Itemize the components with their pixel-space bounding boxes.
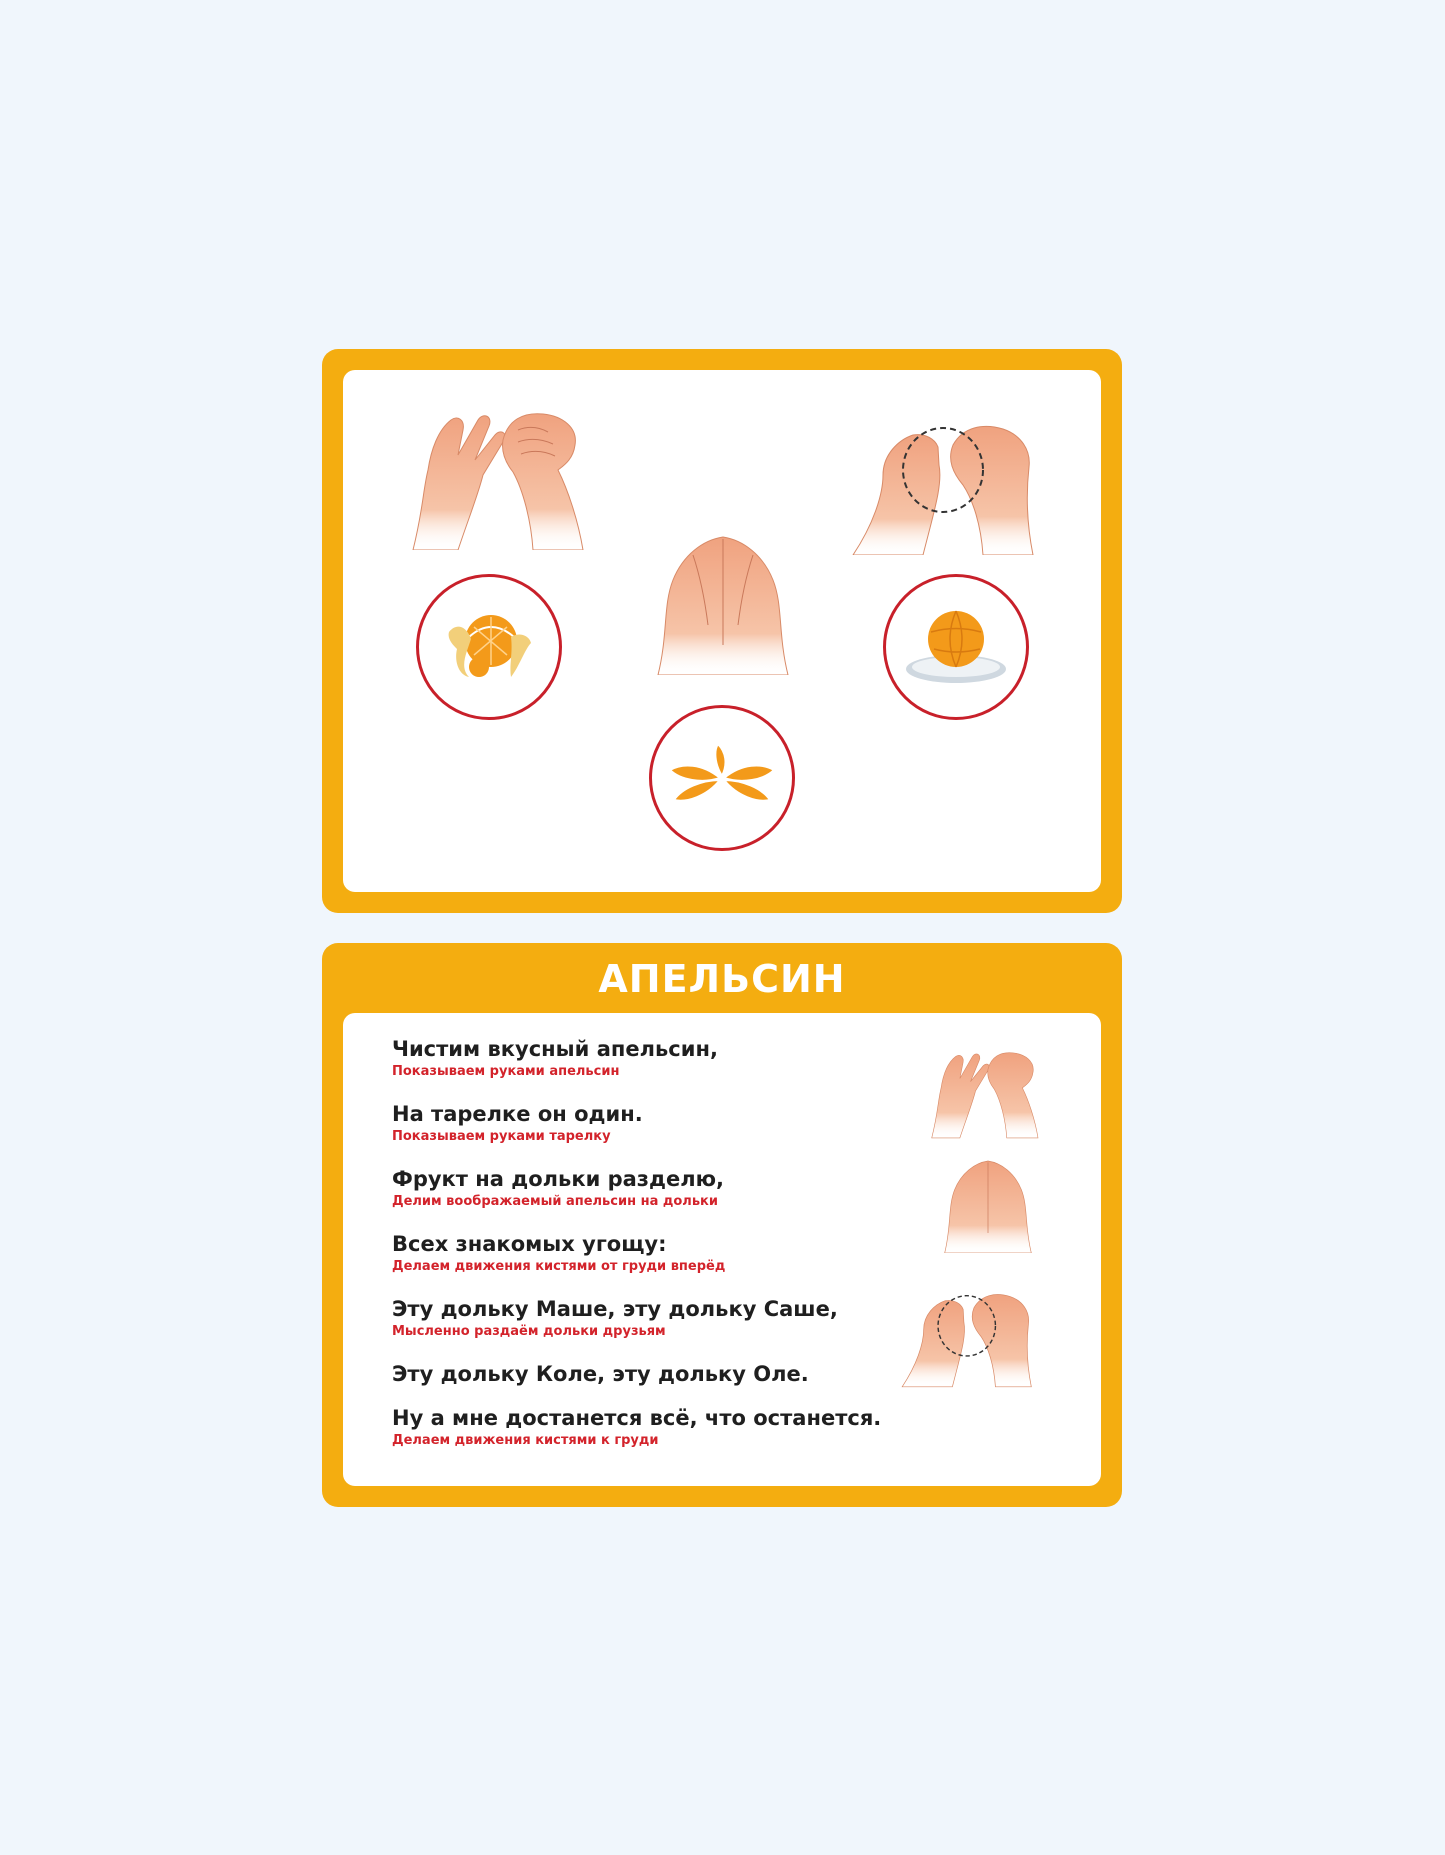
hands-open-icon (913, 1041, 1063, 1141)
hands-open-icon (383, 400, 623, 550)
rhyme-action: Делим воображаемый апельсин на дольки (392, 1194, 718, 1209)
hands-cupped-icon (928, 1153, 1048, 1253)
hands-circle-icon (895, 1278, 1060, 1388)
rhyme-card (322, 943, 1122, 1507)
rhyme-text: На тарелке он один. (392, 1102, 643, 1126)
rhyme-line (392, 1360, 972, 1388)
illustration-panel (343, 370, 1101, 892)
rhyme-panel (343, 1013, 1101, 1486)
hands-cupped-icon (633, 525, 813, 675)
rhyme-action: Показываем руками апельсин (392, 1064, 620, 1079)
rhyme-line (392, 1404, 972, 1449)
peeled-orange-icon (416, 574, 562, 720)
rhyme-text: Всех знакомых угощу: (392, 1232, 667, 1256)
orange-slices-icon (649, 705, 795, 851)
rhyme-line (392, 1035, 972, 1080)
rhyme-line (392, 1165, 972, 1210)
rhyme-lines (392, 1035, 972, 1469)
rhyme-line (392, 1100, 972, 1145)
orange-on-plate-icon (883, 574, 1029, 720)
rhyme-line (392, 1295, 972, 1340)
rhyme-text: Эту дольку Коле, эту дольку Оле. (392, 1362, 809, 1386)
rhyme-action: Делаем движения кистями от груди вперёд (392, 1259, 726, 1274)
rhyme-action: Показываем руками тарелку (392, 1129, 611, 1144)
rhyme-text: Фрукт на дольки разделю, (392, 1167, 724, 1191)
rhyme-action: Делаем движения кистями к груди (392, 1433, 659, 1448)
rhyme-text: Чистим вкусный апельсин, (392, 1037, 718, 1061)
rhyme-text: Ну а мне достанется всё, что останется. (392, 1406, 882, 1430)
illustration-card (322, 349, 1122, 913)
hands-circle-icon (843, 405, 1073, 555)
rhyme-text: Эту дольку Маше, эту дольку Саше, (392, 1297, 838, 1321)
rhyme-action: Мысленно раздаём дольки друзьям (392, 1324, 666, 1339)
card-title: АПЕЛЬСИН (598, 957, 846, 1001)
rhyme-line (392, 1230, 972, 1275)
